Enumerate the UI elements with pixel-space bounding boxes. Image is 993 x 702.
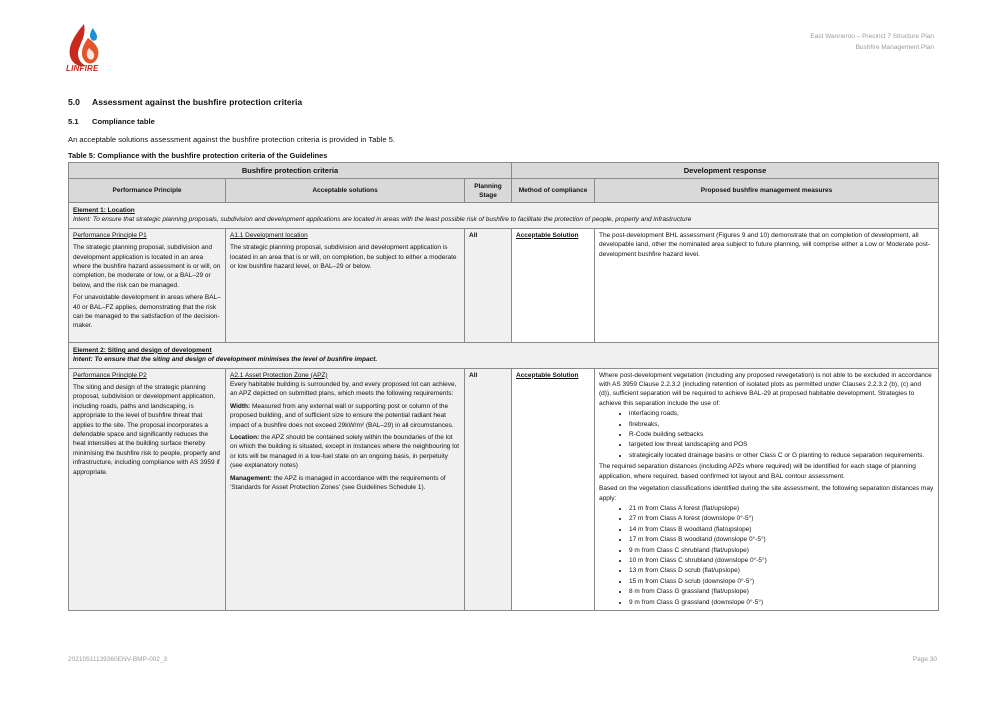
doc-subtitle-line: Bushfire Management Plan (855, 44, 934, 51)
solution-title: A1.1 Development location (230, 231, 308, 239)
principle-text: For unavoidable development in areas where BAL–40 or BAL–FZ applies, demonstrating that the risk can be managed to the satisfaction of the decision-maker. (73, 294, 221, 330)
table-caption: Table 5: Compliance with the bushfire protection criteria of the Guidelines (68, 151, 328, 160)
e2-measures-cell (595, 368, 939, 610)
col-header-method: Method of compliance (512, 179, 595, 203)
measures-intro: Where post-development vegetation (including any proposed revegetation) is not able to be excluded in accordance with AS 3959 Clause 2.2.3.2 (including retention of isolated plots as permitted under Clauses 2.2.3.2 (b), (c) and (d)), sufficient separation will be required to achieve BAL-29 at proposed habitable development. Strategies to achieve this separation include the use of: (599, 371, 932, 407)
element-title: Element 2: Siting and design of development (73, 346, 212, 354)
solution-text: Every habitable building is surrounded by, and every proposed lot can achieve, an APZ depicted on submitted plans, which meets the following requirements: (230, 381, 457, 398)
management-requirement (230, 474, 460, 493)
location-text: the APZ should be contained solely within the boundaries of the lot on which the building is situated, except in instances where the neighbouring lot or lots will be managed in a low-fuel state on an ongoing basis, in perpetuity (see explanatory notes) (230, 434, 460, 470)
logo-text: LINFIRE (66, 64, 99, 73)
list-item: • R-Code building setbacks (629, 430, 934, 439)
location-label: Location: (230, 434, 260, 442)
solution-text: The strategic planning proposal, subdivision and development application is located in an area that is or will, on completion, be subject to either a moderate or low bushfire hazard level, or BAL–29 or below. (230, 244, 457, 271)
group-header-response: Development response (512, 163, 939, 179)
list-item: • 10 m from Class C shrubland (downslope 0°-5°) (629, 556, 934, 565)
e2-stage-cell: All (465, 368, 512, 610)
list-item: • 9 m from Class C shrubland (flat/upslope) (629, 546, 934, 555)
e1-measures-cell: The post-development BHL assessment (Figures 9 and 10) demonstrate that on completion of development, all developable land, other the nominated area subject to future planning, will comprise either a Low or Moderate post-development bushfire hazard level. (595, 228, 939, 342)
e1-solution-cell (226, 228, 465, 342)
e2-method-cell: Acceptable Solution (512, 368, 595, 610)
principle-title: Performance Principle P2 (73, 371, 147, 379)
width-text: Measured from any external wall or supporting post or column of the proposed building, and of sufficient size to ensure the potential radiant heat impact of a bushfire does not exceed 29kW/m² (BAL–29) in all circumstances. (230, 402, 454, 429)
list-item: • 13 m from Class D scrub (flat/upslope) (629, 566, 934, 575)
distance-list (599, 504, 934, 607)
e2-solution-cell (226, 368, 465, 610)
list-item: • 27 m from Class A forest (downslope 0°-5°) (629, 514, 934, 523)
location-requirement (230, 433, 460, 471)
element-1-header (69, 203, 939, 229)
footer-page-number: Page 30 (912, 656, 937, 663)
group-header-criteria: Bushfire protection criteria (69, 163, 512, 179)
list-item: • 21 m from Class A forest (flat/upslope) (629, 504, 934, 513)
section-title: Assessment against the bushfire protection criteria (92, 97, 303, 107)
subsection-heading (68, 117, 155, 126)
list-item: • strategically located drainage basins or other Class C or G planting to reduce separation requirements. (629, 451, 934, 460)
footer-doc-id: 20210511139360ENV-BMP-002_3 (68, 656, 168, 663)
subsection-title: Compliance table (92, 117, 155, 126)
management-label: Management: (230, 474, 272, 482)
col-header-stage: Planning Stage (465, 179, 512, 203)
principle-title: Performance Principle P1 (73, 231, 147, 239)
list-item: • firebreaks, (629, 420, 934, 429)
list-item: • 9 m from Class G grassland (downslope 0°-5°) (629, 598, 934, 607)
e1-method-cell: Acceptable Solution (512, 228, 595, 342)
e1-principle-cell (69, 228, 226, 342)
element-2-header (69, 342, 939, 368)
doc-title-line: East Wanneroo – Precinct 7 Structure Plan (810, 33, 934, 40)
solution-title: A2.1 Asset Protection Zone (APZ) (230, 371, 328, 379)
compliance-table (68, 162, 939, 611)
intro-paragraph: An acceptable solutions assessment against the bushfire protection criteria is provided in Table 5. (68, 135, 395, 144)
subsection-number: 5.1 (68, 117, 79, 126)
col-header-measures: Proposed bushfire management measures (595, 179, 939, 203)
e2-principle-cell (69, 368, 226, 610)
document-header (810, 31, 934, 53)
e1-stage-cell: All (465, 228, 512, 342)
strategy-list (599, 409, 934, 460)
list-item: • targeted low threat landscaping and POS (629, 440, 934, 449)
section-number: 5.0 (68, 97, 80, 107)
element-intent: Intent: To ensure that the siting and design of development minimises the level of bushfire impact. (73, 356, 378, 364)
measures-mid: The required separation distances (including APZs where required) will be identified for each stage of planning application, where required, based confirmed lot layout and BAL contour assessment. (599, 463, 916, 480)
col-header-solutions: Acceptable solutions (226, 179, 465, 203)
list-item: • 14 m from Class B woodland (flat/upslope) (629, 525, 934, 534)
width-label: Width: (230, 402, 251, 410)
list-item: • 8 m from Class G grassland (flat/upslope) (629, 587, 934, 596)
element-title: Element 1: Location (73, 207, 135, 214)
principle-text: The strategic planning proposal, subdivision and development application is located in an area where the bushfire hazard assessment is or will, on completion, be moderate or low, or a BAL–29 or below, and the risk can be managed. (73, 244, 221, 289)
width-requirement (230, 402, 460, 430)
list-item: • 17 m from Class B woodland (downslope 0°-5°) (629, 535, 934, 544)
measures-based: Based on the vegetation classifications identified during the site assessment, the following separation distances may apply: (599, 485, 934, 502)
list-item: • interfacing roads, (629, 409, 934, 418)
col-header-principle: Performance Principle (69, 179, 226, 203)
element-intent: Intent: To ensure that strategic planning proposals, subdivision and development applications are located in areas with the least possible risk of bushfire to facilitate the protection of people, property and infrastructure (73, 216, 692, 224)
list-item: • 15 m from Class D scrub (downslope 0°-5°) (629, 577, 934, 586)
section-heading (68, 97, 302, 107)
principle-text: The siting and design of the strategic planning proposal, subdivision or development application, including roads, paths and landscaping, is appropriate to the level of bushfire threat that applies to the site. The proposal incorporates a defendable space and significantly reduces the heat intensities at the building surface thereby minimising the bushfire risk to people, property and infrastructure, including compliance with AS 3959 if appropriate. (73, 384, 221, 476)
management-text: the APZ is managed in accordance with the requirements of 'Standards for Asset Protection Zones' (see Guidelines Schedule 1). (230, 474, 446, 492)
